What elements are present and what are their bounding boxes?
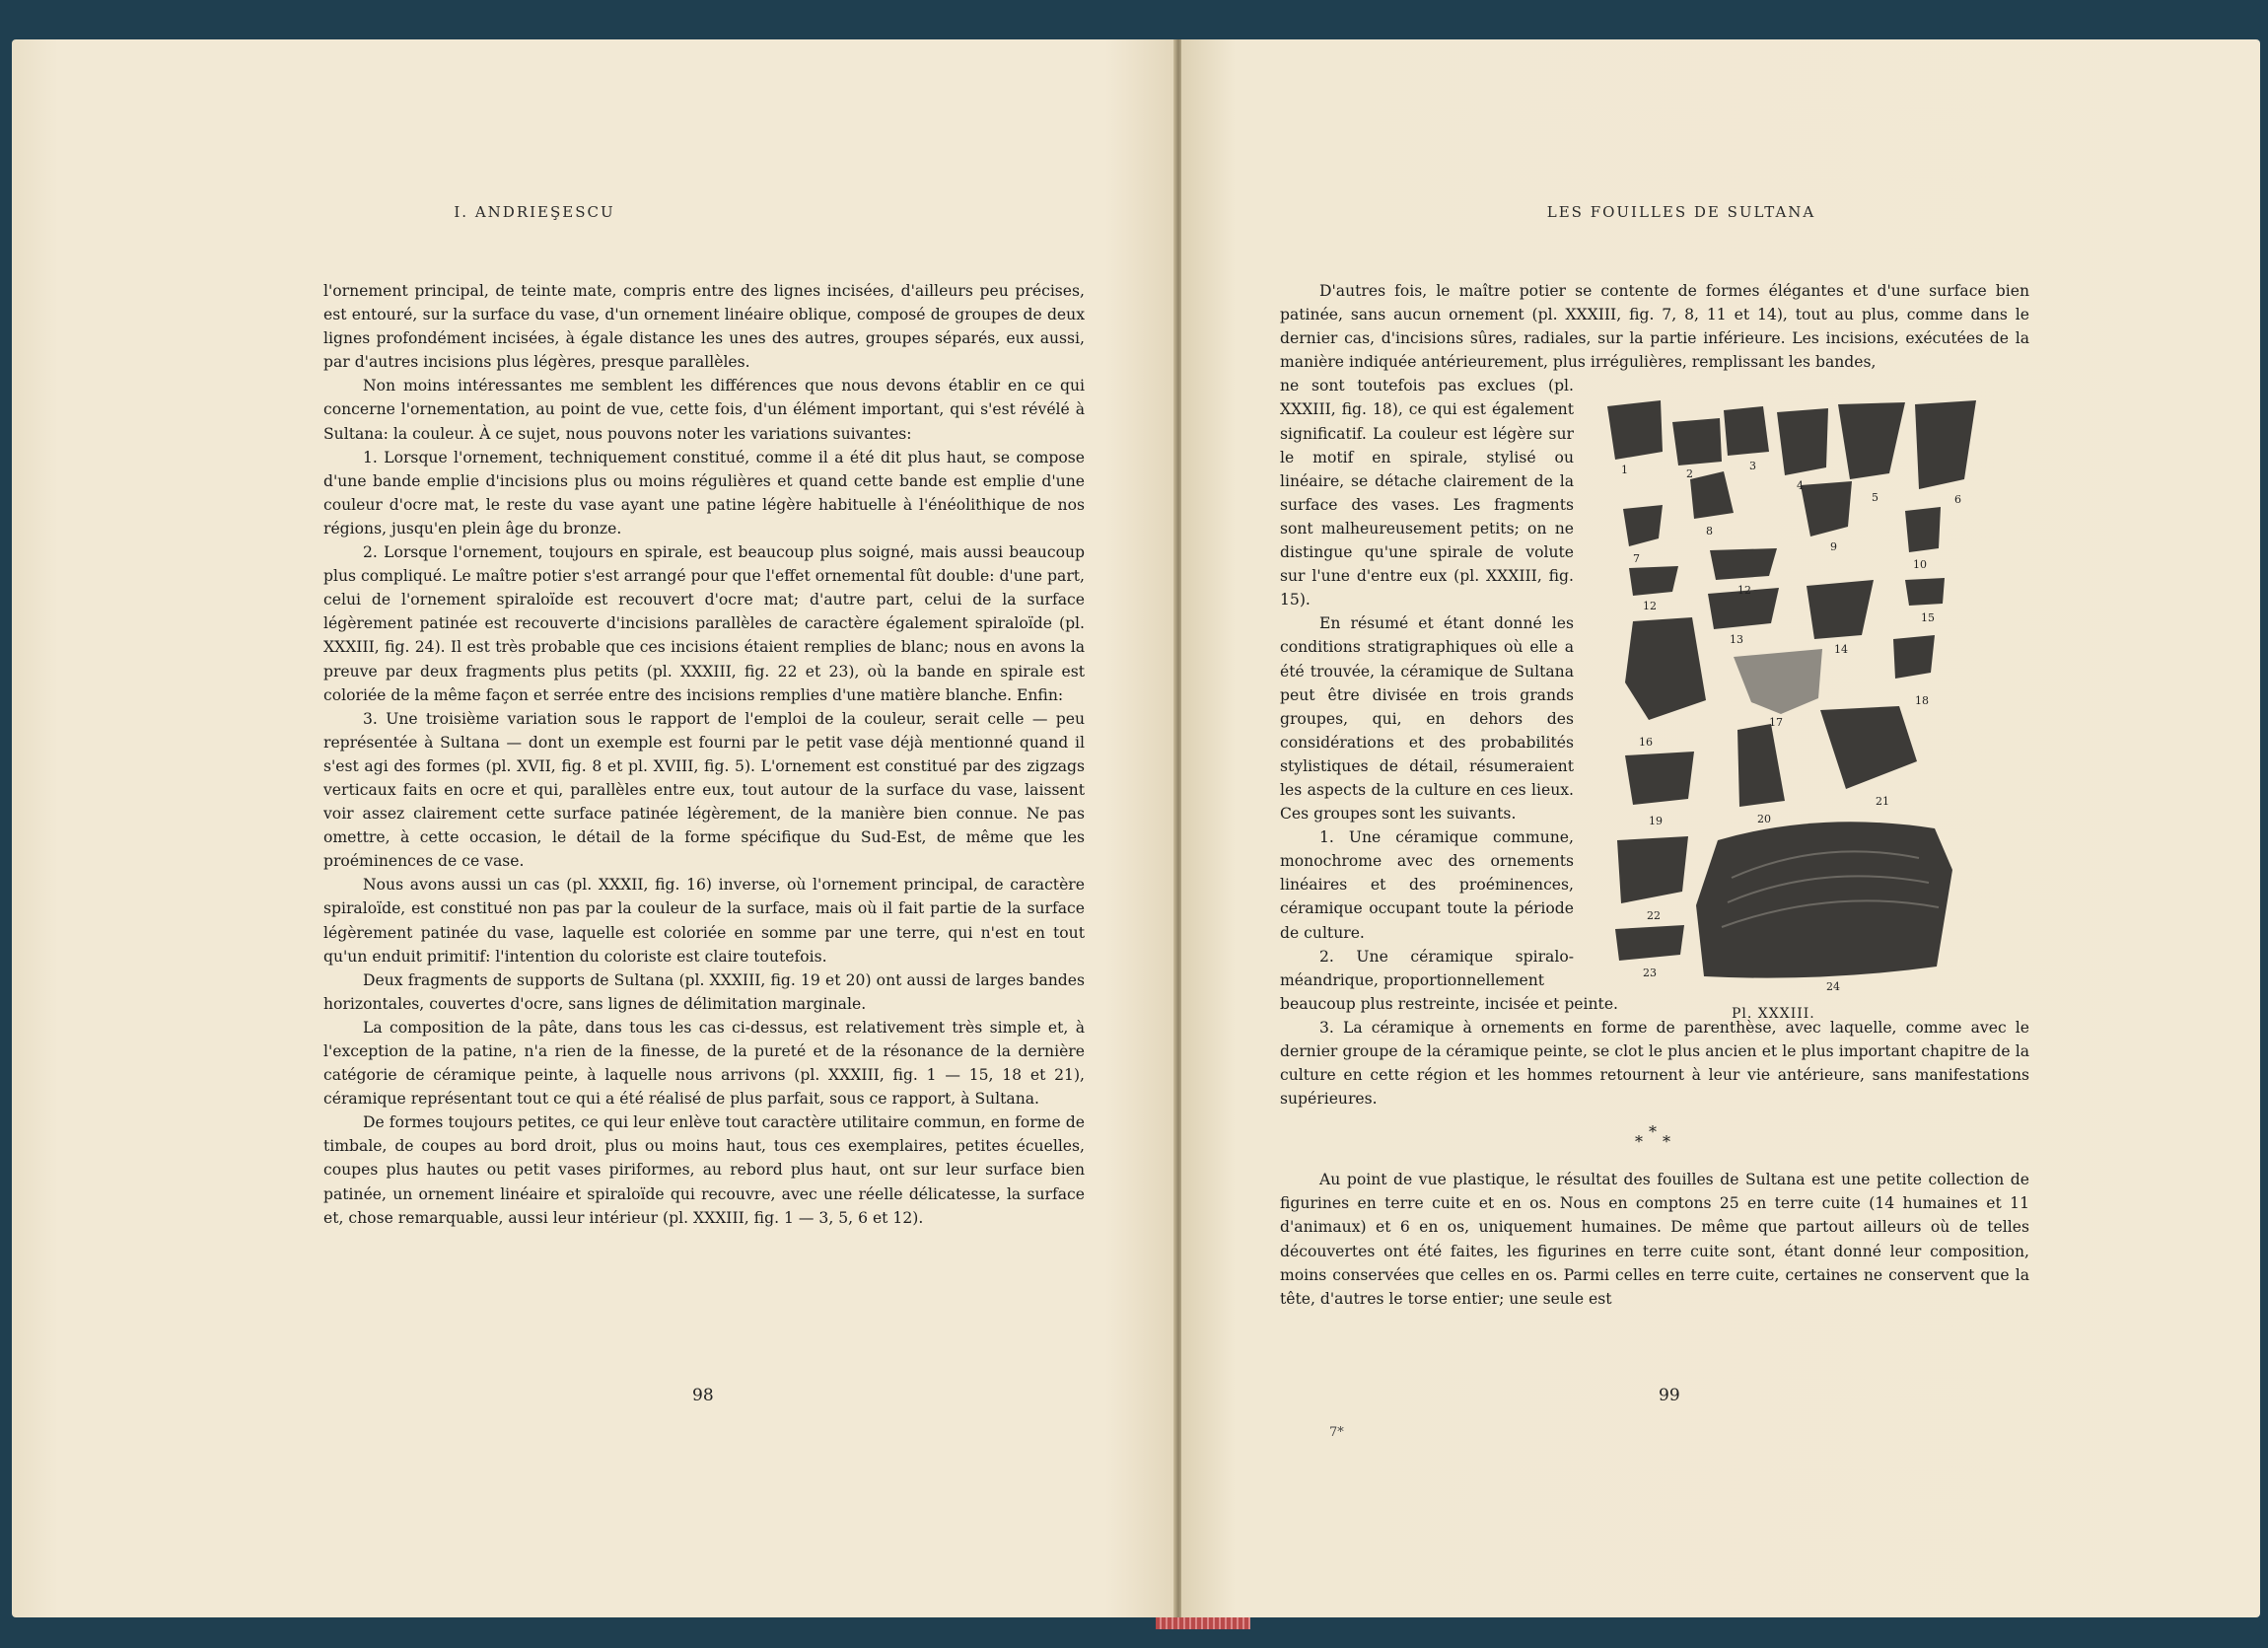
fig-label: 22 <box>1647 909 1661 922</box>
paragraph: l'ornement principal, de teinte mate, compris entre des lignes incisées, d'ailleurs peu précises, est entouré, sur la surface du vase, d'un ornement linéaire oblique, composé de groupes de deux lignes profondément incisées, à égale distance les unes des autres, groupes séparés, eux aussi, par d'autres incisions plus légères, presque parallèles. <box>323 282 1085 372</box>
page-number-left: 98 <box>692 1386 714 1405</box>
fig-label: 17 <box>1769 716 1783 729</box>
shard-8 <box>1690 471 1734 519</box>
fig-label: 13 <box>1730 633 1743 646</box>
fig-label: 8 <box>1706 525 1713 537</box>
left-body-text <box>323 279 1085 1230</box>
shard-17 <box>1734 649 1822 714</box>
shard-9 <box>1801 481 1852 537</box>
shard-2 <box>1672 418 1722 466</box>
shard-19 <box>1625 752 1694 805</box>
paragraph: D'autres fois, le maître potier se contente de formes élégantes et d'une surface bien patinée, sans aucun ornement (pl. XXXIII, fig. 7, 8, 11 et 14), tout au plus, comme dans le dernier cas, d'incisions sûres, radiales, sur la partie inférieure. Les incisions, exécutées de la manière indiquée antérieurement, plus irrégulières, remplissant les bandes, <box>1280 282 2029 372</box>
plate-xxxiii-figure <box>1603 365 2037 1016</box>
headband-mark <box>1156 1617 1250 1629</box>
paragraph: De formes toujours petites, ce qui leur enlève tout caractère utilitaire commun, en forme de timbale, de coupes au bord droit, plus ou moins haut, tous ces exemplaires, petites écuelles, coupes plus hautes ou petit vases piriformes, au rebord plus haut, ont sur leur surface bien patinée, un ornement linéaire et spiraloïde qui recouvre, avec une réelle délicatesse, la surface et, chose remarquable, aussi leur intérieur (pl. XXXIII, fig. 1 — 3, 5, 6 et 12). <box>323 1113 1085 1227</box>
shard-18 <box>1893 635 1935 679</box>
shard-15 <box>1905 578 1945 606</box>
fig-label: 10 <box>1913 558 1927 571</box>
shard-20 <box>1737 724 1785 807</box>
shard-23 <box>1615 925 1684 961</box>
shard-1 <box>1607 400 1663 460</box>
shard-4 <box>1777 408 1828 475</box>
shard-3 <box>1724 406 1769 456</box>
paragraph: La composition de la pâte, dans tous les cas ci-dessus, est relativement très simple et, à l'exception de la patine, n'a rien de la finesse, de la pureté et de la résonance de la dernière catégorie de céramique peinte, à laquelle nous arrivons (pl. XXXIII, fig. 1 — 15, 18 et 21), céramique représentant tout ce qui a été réalisé de plus parfait, sous ce rapport, à Sultana. <box>323 1018 1085 1109</box>
right-page <box>1181 39 2260 1617</box>
paragraph: 1. Lorsque l'ornement, techniquement constitué, comme il a été dit plus haut, se compose d'une bande emplie d'incisions plus ou moins régulières et quand cette bande est emplie d'une couleur d'ocre mat, le reste du vase ayant une patine légère habituelle à l'énéolithique de nos régions, jusqu'en plein âge du bronze. <box>323 448 1085 537</box>
shard-16 <box>1625 617 1706 720</box>
paragraph: 2. Une céramique spiralo-méandrique, proportionnellement <box>1280 947 1574 989</box>
running-head-left: I. ANDRIEŞESCU <box>454 203 615 221</box>
plate-caption: Pl. XXXIII. <box>1732 1006 1815 1022</box>
shard-12b <box>1710 548 1777 580</box>
shard-12a <box>1629 566 1678 596</box>
narrow-column <box>1280 374 1574 991</box>
shard-14 <box>1807 580 1874 639</box>
fig-label: 12 <box>1737 584 1751 597</box>
fig-label: 23 <box>1643 967 1657 979</box>
shard-5 <box>1838 402 1905 479</box>
fig-label: 6 <box>1954 493 1961 506</box>
fig-label: 21 <box>1876 795 1889 808</box>
shard-21 <box>1820 706 1917 789</box>
fig-label: 12 <box>1643 600 1657 612</box>
fig-label: 2 <box>1686 467 1693 480</box>
paragraph: 3. La céramique à ornements en forme de parenthèse, avec laquelle, comme avec le dernier groupe de la céramique peinte, se clot le plus ancien et le plus important chapitre de la culture en cette région et les hommes retournent à leur vie antérieure, sans manifestations supérieures. <box>1280 1018 2029 1109</box>
shard-22 <box>1617 836 1688 903</box>
fig-label: 9 <box>1830 540 1837 553</box>
asterism <box>1280 1116 2029 1156</box>
running-head-right: LES FOUILLES DE SULTANA <box>1546 203 1816 221</box>
paragraph: ne sont toutefois pas exclues (pl. XXXIII, fig. 18), ce qui est également significatif. La couleur est légère sur le motif en spirale, stylisé ou linéaire, se détache clairement de la surface des vases. Les fragments sont malheureusement petits; on ne distingue qu'une spirale de volute sur l'une d'entre eux (pl. XXXIII, fig. 15). <box>1280 377 1574 609</box>
paragraph: Deux fragments de supports de Sultana (pl. XXXIII, fig. 19 et 20) ont aussi de larges bandes horizontales, couvertes d'ocre, sans lignes de délimitation marginale. <box>323 970 1085 1013</box>
asterism-star: * <box>1649 1122 1657 1142</box>
fig-label: 5 <box>1872 491 1878 504</box>
paragraph: En résumé et étant donné les conditions stratigraphiques où elle a été trouvée, la céramique de Sultana peut être divisée en trois grands groupes, qui, en dehors des considérations et des probabilités stylistiques de détail, résumeraient les aspects de la culture en ces lieux. Ces groupes sont les suivants. <box>1280 614 1574 824</box>
shard-10 <box>1905 507 1941 552</box>
paragraph: Nous avons aussi un cas (pl. XXXII, fig. 16) inverse, où l'ornement principal, de caractère spiraloïde, est constitué non pas par la couleur de la surface, mais où il fait partie de la surface légèrement patinée du vase, laquelle est coloriée en somme par une terre, qui n'est en tout qu'un enduit primitif: l'intention du coloriste est claire toutefois. <box>323 876 1085 966</box>
shard-7 <box>1623 505 1663 546</box>
fig-label: 1 <box>1621 464 1628 476</box>
paragraph: 3. Une troisième variation sous le rapport de l'emploi de la couleur, serait celle — peu représentée à Sultana — dont un exemple est fourni par le petit vase déjà mentionné quand il s'est agi des formes (pl. XVII, fig. 8 et pl. XVIII, fig. 5). L'ornement est constitué par des zigzags verticaux faits en ocre et qui, parallèles entre eux, tout autour de la surface du vase, laissent voir assez clairement cette surface patinée légèrement, de la manière bien connue. Ne pas omettre, à cette occasion, le détail de la forme spécifique du Sud-Est, de même que les proéminences de ce vase. <box>323 709 1085 871</box>
page-number-right: 99 <box>1659 1386 1680 1405</box>
fig-label: 24 <box>1826 980 1840 993</box>
paragraph: 1. Une céramique commune, monochrome avec des ornements linéaires et des proéminences, céramique occupant toute la période de culture. <box>1280 828 1574 942</box>
fig-label: 20 <box>1757 813 1771 825</box>
asterism-star: * <box>1663 1132 1670 1152</box>
paragraph: beaucoup plus restreinte, incisée et peinte. <box>1280 994 1619 1013</box>
left-page <box>12 39 1175 1617</box>
fig-label: 3 <box>1749 460 1756 472</box>
fig-label: 14 <box>1834 643 1848 656</box>
fig-label: 4 <box>1797 479 1804 492</box>
paragraph: Non moins intéressantes me semblent les différences que nous devons établir en ce qui concerne l'ornementation, au point de vue, cette fois, d'un élément important, qui s'est révélé à Sultana: la couleur. À ce sujet, nous pouvons noter les variations suivantes: <box>323 377 1085 443</box>
fig-label: 16 <box>1639 736 1653 749</box>
shard-6 <box>1915 400 1976 489</box>
fig-label: 19 <box>1649 815 1663 827</box>
fig-label: 15 <box>1921 611 1935 624</box>
paragraph: Au point de vue plastique, le résultat des fouilles de Sultana est une petite collection de figurines en terre cuite et en os. Nous en comptons 25 en terre cuite (14 humaines et 11 d'animaux) et 6 en os, uniquement humaines. De même que partout ailleurs où de telles découvertes ont été faites, les figurines en terre cuite sont, étant donné leur composition, moins conservées que celles en os. Parmi celles en terre cuite, certaines ne conservent que la tête, d'autres le torse entier; une seule est <box>1280 1171 2029 1308</box>
signature-mark: 7* <box>1329 1425 1344 1440</box>
asterism-star: * <box>1635 1132 1643 1152</box>
fig-label: 18 <box>1915 694 1929 707</box>
pottery-fragments-image <box>1603 365 2037 1016</box>
paragraph: 2. Lorsque l'ornement, toujours en spirale, est beaucoup plus soigné, mais aussi beaucoup plus compliqué. Le maître potier s'est arrangé pour que l'effet ornemental fût double: d'une part, celui de l'ornement spiraloïde est recouvert d'ocre mat; d'autre part, celui de la surface légèrement patinée est recouverte d'incisions parallèles de caractère également spiraloïde (pl. XXXIII, fig. 24). Il est très probable que ces incisions étaient remplies de blanc; nous en avons la preuve par deux fragments plus petits (pl. XXXIII, fig. 22 et 23), où la bande en spirale est coloriée de la même façon et serrée entre des incisions remplies d'une matière blanche. Enfin: <box>323 543 1085 704</box>
fig-label: 7 <box>1633 552 1640 565</box>
